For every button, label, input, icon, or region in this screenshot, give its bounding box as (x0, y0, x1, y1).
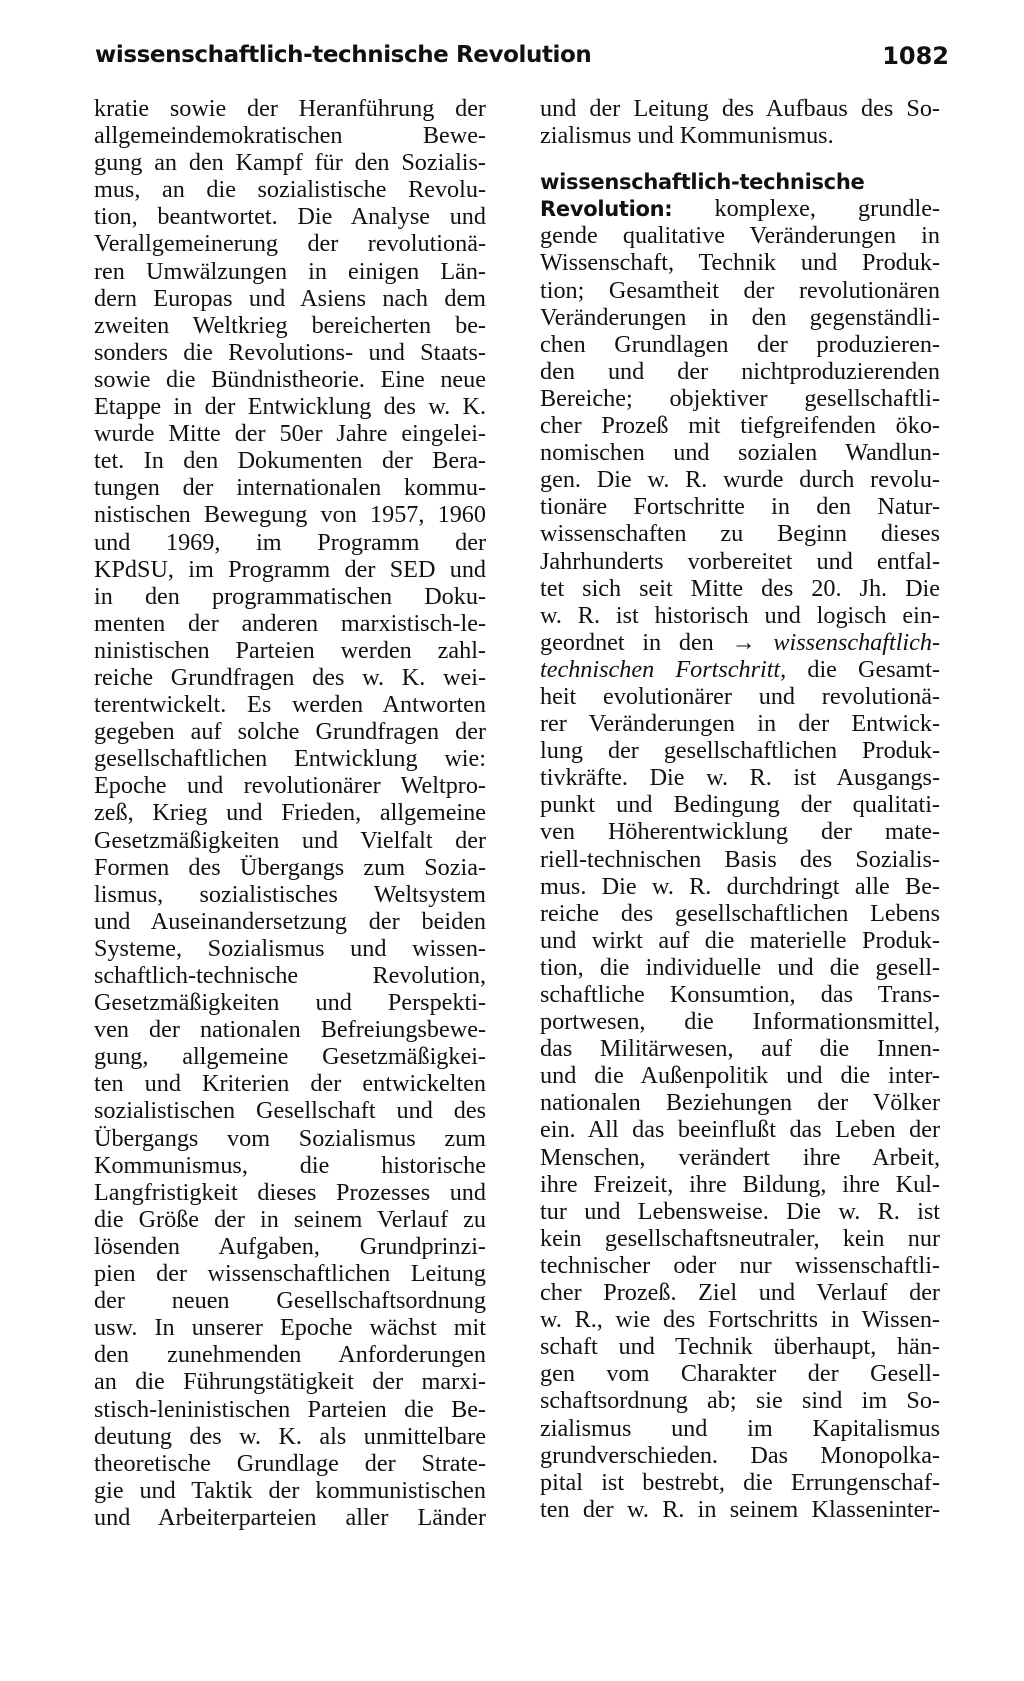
text-line: gung an den Kampf für den Sozialis- (94, 149, 486, 177)
text-line: allgemeindemokratischen Bewe- (94, 122, 486, 150)
text-line: deutung des w. K. als unmittelbare (94, 1422, 486, 1450)
text-line: mus. Die w. R. durchdringt alle Be- (540, 872, 940, 900)
text-line: mus, an die sozialistische Revolu- (94, 176, 486, 204)
text-line: lösenden Aufgaben, Grundprinzi- (94, 1232, 486, 1260)
entry-gap (540, 149, 940, 168)
cross-reference-arrow: → (731, 628, 756, 656)
text-line: und 1969, im Programm der (94, 528, 486, 556)
text-line: usw. In unserer Epoche wächst mit (94, 1314, 486, 1342)
text-line: die Größe der in seinem Verlauf zu (94, 1205, 486, 1233)
text-line: Langfristigkeit dieses Prozesses und (94, 1178, 486, 1206)
text-line: KPdSU, im Programm der SED und (94, 555, 486, 583)
text-line: tivkräfte. Die w. R. ist Ausgangs- (540, 764, 940, 792)
text-line: schaftliche Konsumtion, das Trans- (540, 981, 940, 1008)
running-head: wissenschaftlich-technische Revolution (95, 42, 592, 68)
text-line: wissenschaften zu Beginn dieses (540, 520, 940, 548)
text-line: punkt und Bedingung der qualitati- (540, 791, 940, 819)
text-line: sonders die Revolutions- und Staats- (94, 338, 486, 366)
text-line: und der Leitung des Aufbaus des So- (540, 95, 940, 122)
text-line: gende qualitative Veränderungen in (540, 222, 940, 250)
text-line: reiche Grundfragen des w. K. wei- (94, 663, 486, 691)
text-line (540, 195, 940, 222)
text-line: heit evolutionärer und revolutionä- (540, 682, 940, 710)
entry-text: komplexe, grundle- (714, 195, 940, 223)
text-line: ein. All das beeinflußt das Leben der (540, 1116, 940, 1144)
text-line: ren Umwälzungen in einigen Län- (94, 257, 486, 285)
text-line: ten der w. R. in seinem Klasseninter- (540, 1495, 940, 1523)
text-line: zeß, Krieg und Frieden, allgemeine (94, 799, 486, 827)
text-line: reiche des gesellschaftlichen Lebens (540, 899, 940, 927)
text-line: Gesetzmäßigkeiten und Vielfalt der (94, 826, 486, 854)
text-line: lismus, sozialistisches Weltsystem (94, 880, 486, 908)
text-line: ninistischen Parteien werden zahl- (94, 636, 486, 664)
left-column (94, 95, 486, 1531)
text-line: nistischen Bewegung von 1957, 1960 (94, 501, 486, 529)
text-line: rer Veränderungen in der Entwick- (540, 710, 940, 738)
text-line: Formen des Übergangs zum Sozia- (94, 853, 486, 881)
text-line: schaft und Technik überhaupt, hän- (540, 1333, 940, 1361)
text-line: den zunehmenden Anforderungen (94, 1341, 486, 1369)
text-line: zialismus und im Kapitalismus (540, 1414, 940, 1442)
text-line: grundverschieden. Das Monopolka- (540, 1441, 940, 1469)
entry-headword-line (540, 168, 940, 195)
text-line (540, 629, 940, 656)
text-line: riell-technischen Basis des Sozialis- (540, 845, 940, 873)
text-line: in den programmatischen Doku- (94, 582, 486, 610)
text-line: w. R. ist historisch und logisch ein- (540, 601, 940, 629)
text-line: terentwickelt. Es werden Antworten (94, 691, 486, 719)
text-line: an die Führungstätigkeit der marxi- (94, 1368, 486, 1396)
text-line: chen Grundlagen der produzieren- (540, 330, 940, 358)
text-line: zialismus und Kommunismus. (540, 122, 834, 150)
text-line: Wissenschaft, Technik und Produk- (540, 249, 940, 277)
text-line: technischer oder nur wissenschaftli- (540, 1251, 940, 1279)
text-line: portwesen, die Informationsmittel, (540, 1008, 940, 1036)
text-line: tet sich seit Mitte des 20. Jh. Die (540, 574, 940, 602)
text-line: und Auseinandersetzung der beiden (94, 907, 486, 935)
text-line: tionäre Fortschritte in den Natur- (540, 493, 940, 521)
text-line: und Arbeiterparteien aller Länder (94, 1503, 486, 1531)
text-line: tur und Lebensweise. Die w. R. ist (540, 1197, 940, 1225)
text-line: nomischen und sozialen Wandlun- (540, 439, 940, 467)
text-line: gegeben auf solche Grundfragen der (94, 718, 486, 746)
entry-text: geordnet in den (540, 628, 714, 656)
text-line: stisch-leninistischen Parteien die Be- (94, 1395, 486, 1423)
text-line: Menschen, verändert ihre Arbeit, (540, 1143, 940, 1171)
text-line: Systeme, Sozialismus und wissen- (94, 934, 486, 962)
text-line: theoretische Grundlage der Strate- (94, 1449, 486, 1477)
text-line: gesellschaftlichen Entwicklung wie: (94, 745, 486, 773)
text-line: ven Höherentwicklung der mate- (540, 818, 940, 846)
right-column (540, 95, 940, 1523)
text-line (540, 656, 940, 683)
text-line: schaftsordnung ab; sie sind im So- (540, 1387, 940, 1415)
text-line: lung der gesellschaftlichen Produk- (540, 737, 940, 765)
text-line: Bereiche; objektiver gesellschaftli- (540, 384, 940, 412)
text-line: Verallgemeinerung der revolutionä- (94, 230, 486, 258)
text-line: kein gesellschaftsneutraler, kein nur (540, 1224, 940, 1252)
text-line: tet. In den Dokumenten der Bera- (94, 447, 486, 475)
text-line: gie und Taktik der kommunistischen (94, 1476, 486, 1504)
text-line: sowie die Bündnistheorie. Eine neue (94, 365, 486, 393)
text-line: Kommunismus, die historische (94, 1151, 486, 1179)
text-line: w. R., wie des Fortschritts in Wissen- (540, 1306, 940, 1334)
text-line: tion, beantwortet. Die Analyse und (94, 203, 486, 231)
text-line: cher Prozeß mit tiefgreifenden öko- (540, 412, 940, 440)
text-line: und wirkt auf die materielle Produk- (540, 926, 940, 954)
text-line: zweiten Weltkrieg bereicherten be- (94, 311, 486, 339)
text-line: ihre Freizeit, ihre Bildung, ihre Kul- (540, 1170, 940, 1198)
page-header (95, 42, 949, 82)
text-line: menten der anderen marxistisch-le- (94, 609, 486, 637)
text-line: sozialistischen Gesellschaft und des (94, 1097, 486, 1125)
text-line: Etappe in der Entwicklung des w. K. (94, 393, 486, 421)
text-line: tungen der internationalen kommu- (94, 474, 486, 502)
text-line: cher Prozeß. Ziel und Verlauf der (540, 1279, 940, 1307)
entry-body (540, 222, 940, 628)
page-number: 1082 (882, 42, 949, 70)
entry-text: die Gesamt- (807, 655, 940, 683)
cross-reference-link[interactable]: wissenschaftlich- (773, 628, 941, 656)
text-line: Epoche und revolutionärer Weltpro- (94, 772, 486, 800)
text-line: pital ist bestrebt, die Errungenschaf- (540, 1468, 940, 1496)
text-line: gung, allgemeine Gesetzmäßigkei- (94, 1043, 486, 1071)
text-line: tion, die individuelle und die gesell- (540, 953, 940, 981)
text-line: pien der wissenschaftlichen Leitung (94, 1260, 486, 1288)
text-line: nationalen Beziehungen der Völker (540, 1089, 940, 1117)
text-line: Jahrhunderts vorbereitet und entfal- (540, 547, 940, 575)
text-line: gen vom Charakter der Gesell- (540, 1360, 940, 1388)
text-line: der neuen Gesellschaftsordnung (94, 1287, 486, 1315)
text-line: wurde Mitte der 50er Jahre eingelei- (94, 420, 486, 448)
text-line: und die Außenpolitik und die inter- (540, 1062, 940, 1090)
text-line: kratie sowie der Heranführung der (94, 95, 486, 122)
text-line: Veränderungen in den gegenständli- (540, 303, 940, 331)
text-line: ten und Kriterien der entwickelten (94, 1070, 486, 1098)
text-line: das Militärwesen, auf die Innen- (540, 1035, 940, 1063)
cross-reference-link[interactable]: technischen Fortschritt, (540, 655, 787, 683)
entry-headword: Revolution: (540, 197, 673, 222)
text-line: schaftlich-technische Revolution, (94, 962, 486, 989)
text-line: Gesetzmäßigkeiten und Perspekti- (94, 989, 486, 1017)
text-line: ven der nationalen Befreiungsbewe- (94, 1016, 486, 1044)
text-line: tion; Gesamtheit der revolutionären (540, 276, 940, 304)
text-line: den und der nichtproduzierenden (540, 357, 940, 385)
text-line: dern Europas und Asiens nach dem (94, 284, 486, 312)
text-line: gen. Die w. R. wurde durch revolu- (540, 466, 940, 494)
entry-headword: wissenschaftlich-technische (540, 170, 865, 195)
entry-body (540, 683, 940, 1523)
text-line: Übergangs vom Sozialismus zum (94, 1124, 486, 1152)
